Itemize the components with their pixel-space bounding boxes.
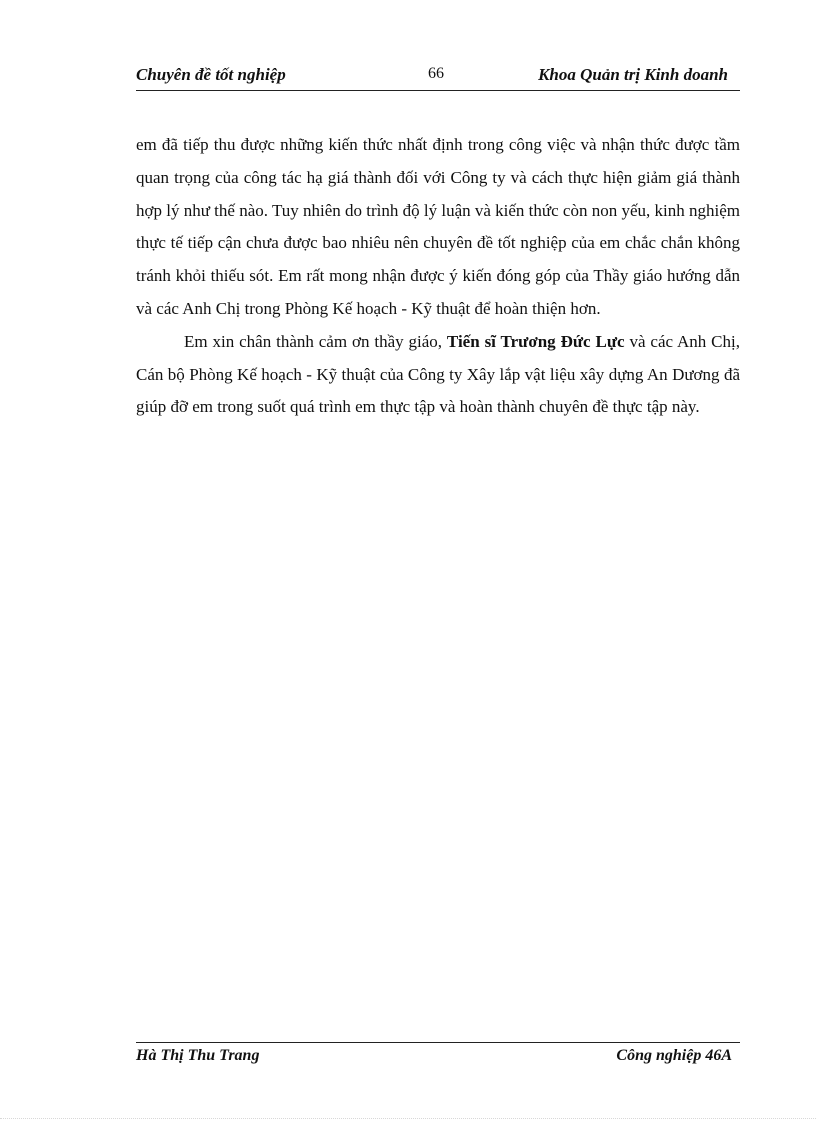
page-bottom-edge bbox=[0, 1118, 816, 1119]
footer-author: Hà Thị Thu Trang bbox=[136, 1047, 260, 1064]
page-number: 66 bbox=[428, 65, 444, 82]
page-header bbox=[136, 64, 740, 91]
paragraph-1: em đã tiếp thu được những kiến thức nhất định trong công việc và nhận thức được tầm quan trọng của công tác hạ giá thành đối với Công ty và cách thực hiện giảm giá thành hợp lý như thế nào. Tuy nhiên do trình độ lý luận và kiến thức còn non yếu, kinh nghiệm thực tế tiếp cận chưa được bao nhiêu nên chuyên đề tốt nghiệp của em chắc chắn không tránh khỏi thiếu sót. Em rất mong nhận được ý kiến đóng góp của Thầy giáo hướng dẫn và các Anh Chị trong Phòng Kế hoạch - Kỹ thuật để hoàn thiện hơn. bbox=[136, 135, 740, 318]
document-body bbox=[136, 129, 740, 424]
footer-divider bbox=[136, 1042, 740, 1043]
paragraph-2-intro: Em xin chân thành cảm ơn thầy giáo, bbox=[184, 331, 447, 351]
header-title: Chuyên đề tốt nghiệp bbox=[136, 65, 286, 84]
paragraph-2-rest: và các Anh Chị, Cán bộ Phòng Kế hoạch - Kỹ thuật của Công ty Xây lắp vật liệu xây dựng An Dương đã giúp đỡ em trong suốt quá trình em thực tập và hoàn thành chuyên đề thực tập này. bbox=[136, 331, 740, 417]
advisor-name: Tiến sĩ Trương Đức Lực bbox=[446, 331, 625, 351]
header-faculty: Khoa Quản trị Kinh doanh bbox=[538, 65, 728, 84]
paragraph-2 bbox=[136, 326, 740, 424]
footer-class: Công nghiệp 46A bbox=[616, 1047, 732, 1064]
